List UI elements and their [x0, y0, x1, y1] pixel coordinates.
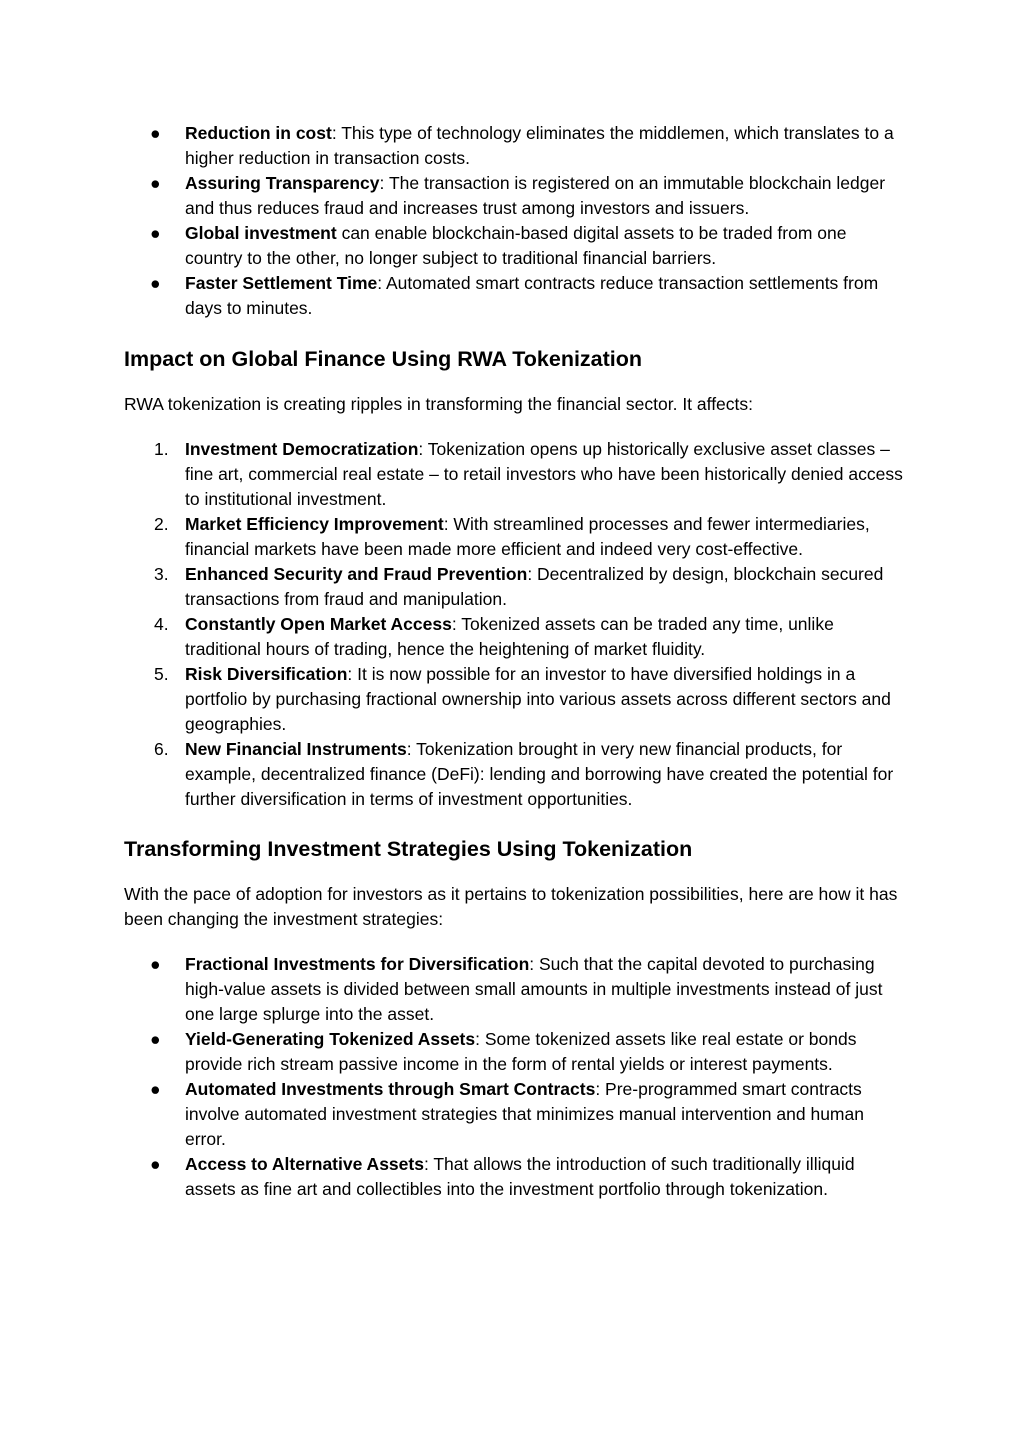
bullet-icon: ●	[150, 273, 161, 293]
list-item	[124, 1027, 904, 1077]
impact-list	[124, 437, 904, 812]
list-item	[124, 662, 904, 737]
list-item	[124, 952, 904, 1027]
list-item	[124, 1077, 904, 1152]
bullet-icon: ●	[150, 1029, 161, 1049]
section-intro-impact: RWA tokenization is creating ripples in transforming the financial sector. It affects:	[124, 394, 754, 414]
section-intro-strategies: With the pace of adoption for investors as it pertains to tokenization possibilities, here are how it has been changing the investment strategies:	[124, 884, 898, 929]
item-text: : Automated smart contracts reduce transaction settlements from days to minutes.	[185, 273, 879, 318]
item-text: : Such that the capital devoted to purchasing high-value assets is divided between small amounts in multiple investments instead of just one large splurge into the asset.	[185, 954, 883, 1024]
bullet-icon: ●	[150, 1079, 161, 1099]
benefits-list	[124, 121, 904, 321]
item-text: : This type of technology eliminates the middlemen, which translates to a higher reduction in transaction costs.	[185, 123, 894, 168]
document-page	[124, 121, 904, 1202]
item-term: Fractional Investments for Diversification	[185, 954, 530, 974]
bullet-icon: ●	[150, 173, 161, 193]
item-term: Constantly Open Market Access	[185, 614, 452, 634]
item-term: Automated Investments through Smart Contracts	[185, 1079, 596, 1099]
list-item	[124, 737, 904, 812]
strategies-list	[124, 952, 904, 1202]
item-term: Risk Diversification	[185, 664, 348, 684]
bullet-icon: ●	[150, 223, 161, 243]
item-term: New Financial Instruments	[185, 739, 407, 759]
list-item	[124, 437, 904, 512]
section-heading-impact: Impact on Global Finance Using RWA Tokenization	[124, 347, 643, 371]
list-number: 5.	[154, 664, 169, 684]
bullet-icon: ●	[150, 1154, 161, 1174]
list-item	[124, 1152, 904, 1202]
item-text: : Some tokenized assets like real estate or bonds provide rich stream passive income in the form of rental yields or interest payments.	[185, 1029, 857, 1074]
list-item	[124, 221, 904, 271]
item-text: : It is now possible for an investor to have diversified holdings in a portfolio by purchasing fractional ownership into various assets across different sectors and geographies.	[185, 664, 891, 734]
item-term: Enhanced Security and Fraud Prevention	[185, 564, 528, 584]
item-text: : Pre-programmed smart contracts involve automated investment strategies that minimizes manual intervention and human error.	[185, 1079, 864, 1149]
item-text: : Decentralized by design, blockchain secured transactions from fraud and manipulation.	[185, 564, 884, 609]
item-text: : That allows the introduction of such traditionally illiquid assets as fine art and collectibles into the investment portfolio through tokenization.	[185, 1154, 855, 1199]
section-heading-strategies: Transforming Investment Strategies Using Tokenization	[124, 837, 693, 861]
item-text: : Tokenization brought in very new financial products, for example, decentralized finance (DeFi): lending and borrowing have created the potential for further diversification in terms of investment opportunities.	[185, 739, 894, 809]
item-term: Investment Democratization	[185, 439, 419, 459]
list-number: 6.	[154, 739, 169, 759]
item-text: : Tokenized assets can be traded any time, unlike traditional hours of trading, hence the heightening of market fluidity.	[185, 614, 834, 659]
list-item	[124, 612, 904, 662]
item-term: Global investment	[185, 223, 337, 243]
list-item	[124, 271, 904, 321]
item-text: : With streamlined processes and fewer intermediaries, financial markets have been made more efficient and indeed very cost-effective.	[185, 514, 870, 559]
list-number: 1.	[154, 439, 169, 459]
item-text: can enable blockchain-based digital assets to be traded from one country to the other, no longer subject to traditional financial barriers.	[185, 223, 847, 268]
list-item	[124, 171, 904, 221]
item-term: Faster Settlement Time	[185, 273, 378, 293]
item-term: Access to Alternative Assets	[185, 1154, 424, 1174]
list-number: 4.	[154, 614, 169, 634]
item-term: Yield-Generating Tokenized Assets	[185, 1029, 476, 1049]
bullet-icon: ●	[150, 123, 161, 143]
item-term: Assuring Transparency	[185, 173, 380, 193]
list-item	[124, 121, 904, 171]
item-term: Reduction in cost	[185, 123, 332, 143]
list-number: 3.	[154, 564, 169, 584]
list-number: 2.	[154, 514, 169, 534]
item-text: : The transaction is registered on an immutable blockchain ledger and thus reduces fraud and increases trust among investors and issuers.	[185, 173, 886, 218]
list-item	[124, 512, 904, 562]
bullet-icon: ●	[150, 954, 161, 974]
item-term: Market Efficiency Improvement	[185, 514, 444, 534]
list-item	[124, 562, 904, 612]
item-text: : Tokenization opens up historically exclusive asset classes – fine art, commercial real estate – to retail investors who have been historically denied access to institutional investment.	[185, 439, 903, 509]
